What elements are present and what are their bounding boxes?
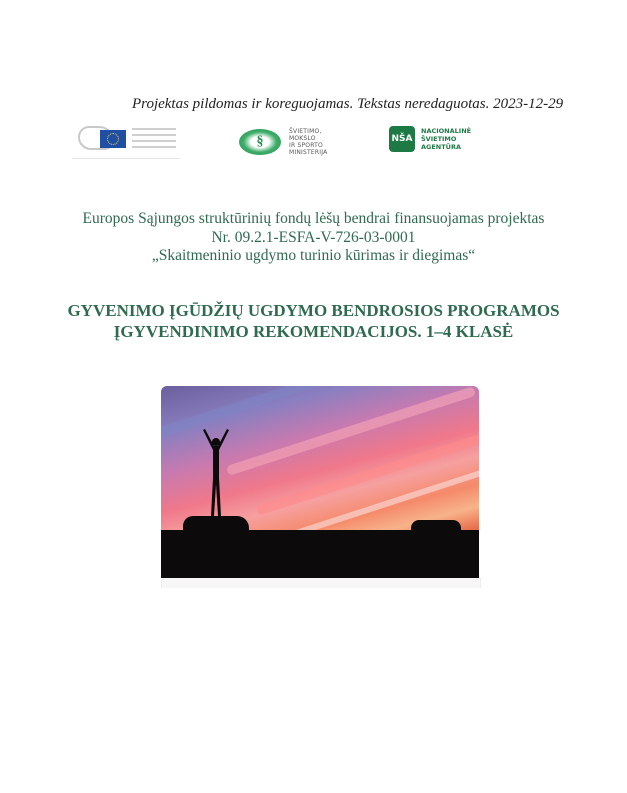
ground-silhouette [161, 530, 479, 578]
ministry-logo [239, 128, 327, 156]
sky-streak [161, 386, 338, 442]
eu-funds-logo [72, 122, 180, 159]
nsa-logo-text: NACIONALINĖ ŠVIETIMO AGENTŪRA [421, 127, 472, 151]
document-status-note: Projektas pildomas ir koreguojamas. Tekstas neredaguotas. 2023-12-29 [132, 96, 564, 112]
nsa-badge-icon: NŠA [389, 126, 415, 152]
smsm-emblem-icon: § [239, 129, 281, 155]
document-title: GYVENIMO ĮGŪDŽIŲ UGDYMO BENDROSIOS PROGRAMOS ĮGYVENDINIMO REKOMENDACIJOS. 1–4 KLASĖ [67, 301, 560, 341]
cover-image [161, 386, 479, 578]
nsa-logo [389, 126, 471, 152]
project-funding-line: Europos Sąjungos struktūrinių fondų lėšų bendrai finansuojamas projektas [82, 210, 545, 227]
ministry-logo-text: ŠVIETIMO, MOKSLO IR SPORTO MINISTERIJA [289, 128, 328, 156]
project-info [0, 210, 627, 266]
project-number: Nr. 09.2.1-ESFA-V-726-03-0001 [211, 228, 416, 246]
eu-flag-icon [100, 130, 126, 148]
image-bottom-bar [161, 578, 481, 588]
project-name: „Skaitmeninio ugdymo turinio kūrimas ir diegimas“ [151, 247, 476, 264]
eu-logo-text [132, 128, 176, 152]
sky-streak [256, 426, 479, 516]
person-silhouette-icon [201, 428, 231, 518]
